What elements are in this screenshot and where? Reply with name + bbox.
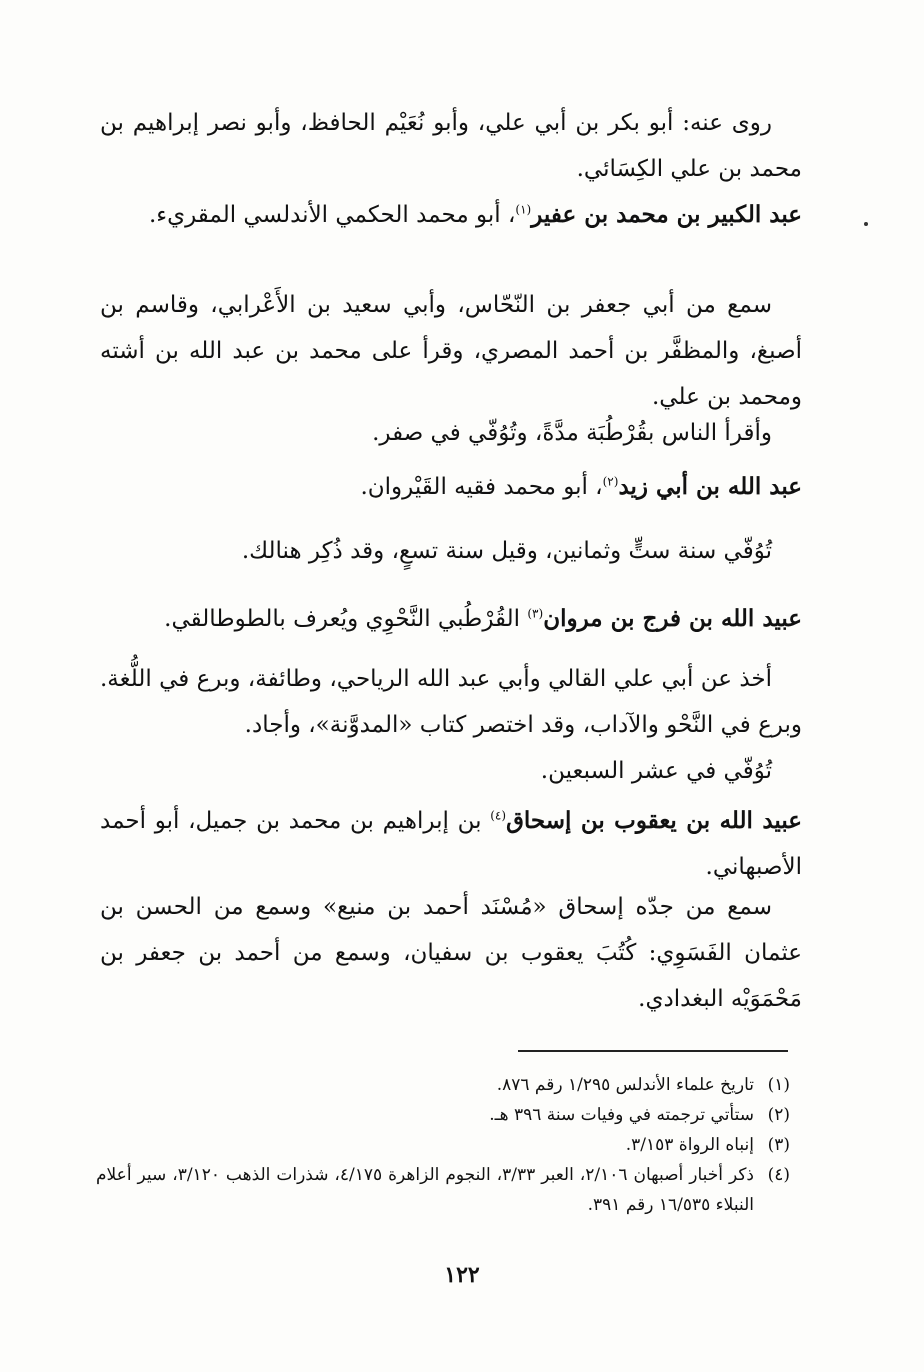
paragraph-6 (100, 528, 802, 574)
paragraph-3 (100, 282, 802, 420)
entry-abdallah-ibn-abi-zayd (100, 464, 802, 510)
footnote-text: إنباه الرواة ٣/١٥٣. (625, 1135, 754, 1155)
footnotes (96, 1070, 790, 1220)
footnote-1 (96, 1070, 790, 1100)
paragraph-1 (100, 100, 802, 192)
entry-ubaydallah-ibn-faraj (100, 596, 802, 642)
footnote-text: تاريخ علماء الأندلس ١/٢٩٥ رقم ٨٧٦. (496, 1075, 754, 1095)
entry-text: القُرْطُبي النَّحْوِي ويُعرف بالطوطالقي. (164, 606, 528, 632)
paragraph-11 (100, 884, 802, 1022)
footnote-separator (518, 1050, 788, 1052)
entry-text: ، أبو محمد فقيه القَيْروان. (360, 474, 603, 500)
entry-abd-al-kabir (100, 192, 802, 238)
paragraph-11-text: سمع من جدّه إسحاق «مُسْنَد أحمد بن منيع» وسمع من الحسن بن عثمان الفَسَوِي: كُتُبَ يعقوب بن سفيان، وسمع من أحمد بن جعفر بن مَحْمَوَيْه البغدادي. (100, 894, 802, 1012)
paragraph-3-text: سمع من أبي جعفر بن النّحّاس، وأبي سعيد بن الأَعْرابي، وقاسم بن أصبغ، والمظفَّر بن أحمد المصري، وقرأ على محمد بن عبد الله بن أشته ومحمد بن علي. (100, 292, 802, 410)
footnote-4 (96, 1160, 790, 1220)
entry-heading: عبيد الله بن يعقوب بن إسحاق (506, 807, 803, 834)
footnote-3 (96, 1130, 790, 1160)
footnote-ref-3: (٣) (527, 606, 544, 621)
entry-text: ، أبو محمد الحكمي الأندلسي المقريء. (148, 202, 516, 228)
paragraph-4 (100, 410, 802, 456)
footnote-text: ستأتي ترجمته في وفيات سنة ٣٩٦ هـ. (489, 1105, 754, 1125)
entry-text: بن إبراهيم بن محمد بن جميل، أبو أحمد الأصبهاني. (100, 808, 802, 880)
paragraph-4-text: وأقرأ الناس بقُرْطُبَة مدَّةً، وتُوُفّي في صفر. (372, 420, 772, 446)
paragraph-9 (100, 748, 802, 794)
paragraph-9-text: تُوُفّي في عشر السبعين. (540, 758, 772, 784)
entry-heading: عبد الله بن أبي زيد (618, 473, 802, 500)
page-number: ١٢٢ (444, 1262, 480, 1288)
footnote-ref-1: (١) (515, 202, 532, 217)
footnote-number: (١) (767, 1075, 790, 1095)
footnote-text: ذكر أخبار أصبهان ٢/١٠٦، العبر ٣/٣٣، النجوم الزاهرة ٤/١٧٥، شذرات الذهب ٣/١٢٠، سير أعلام النبلاء ١٦/٥٣٥ رقم ٣٩١. (96, 1165, 754, 1215)
entry-heading: عبيد الله بن فرج بن مروان (543, 605, 802, 632)
footnote-number: (٢) (767, 1105, 790, 1125)
footnote-ref-2: (٢) (602, 474, 619, 489)
footnote-number: (٣) (767, 1135, 790, 1155)
footnote-number: (٤) (767, 1165, 790, 1185)
footnote-ref-4: (٤) (490, 808, 507, 823)
paragraph-8 (100, 656, 802, 748)
paragraph-6-text: تُوُفّي سنة ستٍّ وثمانين، وقيل سنة تسعٍ، وقد ذُكِر هنالك. (241, 538, 772, 564)
entry-ubaydallah-ibn-yaqub (100, 798, 802, 890)
paragraph-8-text: أخذ عن أبي علي القالي وأبي عبد الله الرياحي، وطائفة، وبرع في اللُّغة. وبرع في النَّحْو والآداب، وقد اختصر كتاب «المدوَّنة»، وأجاد. (100, 666, 802, 738)
margin-dot (864, 222, 868, 226)
entry-heading: عبد الكبير بن محمد بن عفير (531, 201, 802, 228)
paragraph-1-text: روى عنه: أبو بكر بن أبي علي، وأبو نُعَيْم الحافظ، وأبو نصر إبراهيم بن محمد بن علي الكِسَائي. (100, 110, 802, 182)
footnote-2 (96, 1100, 790, 1130)
